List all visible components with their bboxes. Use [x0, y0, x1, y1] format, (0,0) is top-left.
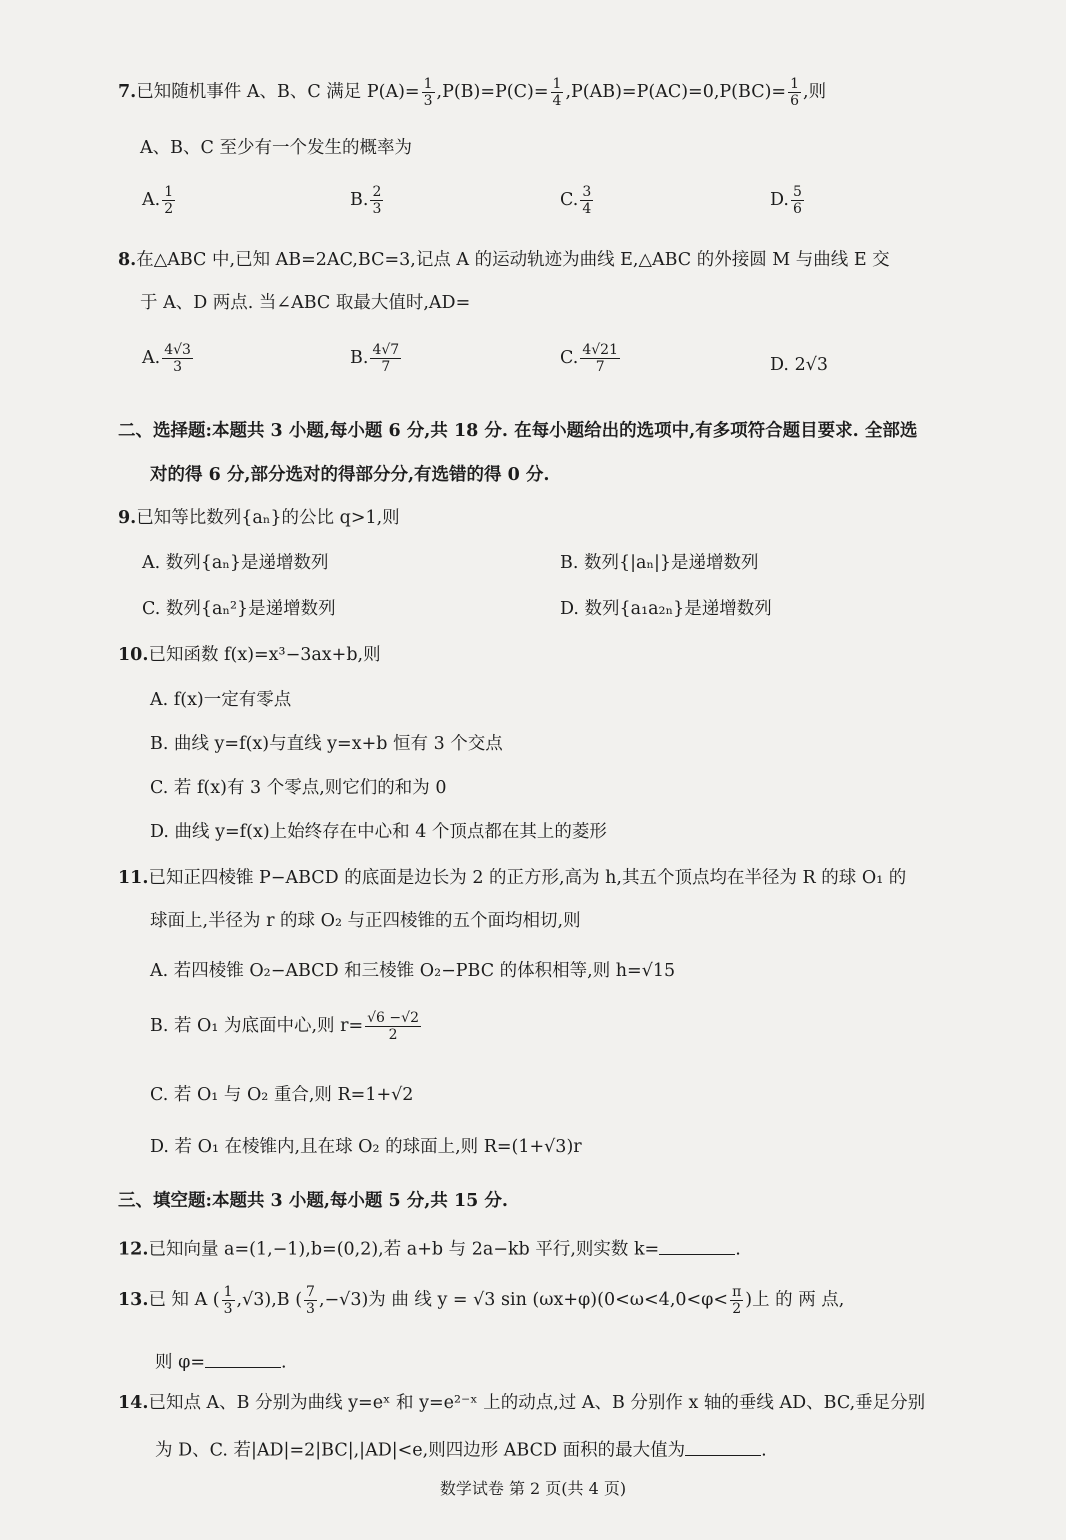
q11-text: 已知正四棱锥 P−ABCD 的底面是边长为 2 的正方形,高为 h,其五个顶点均在半径为 R 的球 O₁ 的 — [148, 868, 907, 888]
q7-frac2: $\frac{1}{4}$ — [552, 76, 562, 110]
q8-option-b: B. $\frac{4√7}{7}$ — [350, 342, 400, 376]
q13-answer-blank — [205, 1349, 281, 1368]
q7-line1 — [118, 76, 826, 109]
q10-option-b: B. 曲线 y=f(x)与直线 y=x+b 恒有 3 个交点 — [150, 734, 503, 754]
q11-option-b: B. 若 O₁ 为底面中心,则 r= $\frac{√6 -√2}{2}$ — [150, 1010, 419, 1044]
q12-number: 12. — [118, 1239, 149, 1260]
q13-line1: 13.已 知 A ( $\frac{1}{3}$ ,√3),B ( $\frac{7}{3}$ ,−√3)为 曲 线 y = √3 sin (ωx+φ)(0<ω<4,0<φ< $\frac{\pi}{2}$ )上 的 两 点, — [118, 1284, 845, 1318]
q8-option-d: D. 2√3 — [770, 355, 828, 375]
q7-option-a: A. $\frac{1}{2}$ — [142, 184, 174, 218]
q13-line2: 则 φ= . — [155, 1349, 287, 1374]
q7-option-d: D. $\frac{5}{6}$ — [770, 184, 802, 218]
q9-stem — [118, 508, 400, 529]
q7-line2: A、B、C 至少有一个发生的概率为 — [140, 138, 412, 158]
q7-option-b: B. $\frac{2}{3}$ — [350, 184, 382, 218]
q8-option-a: A. $\frac{4√3}{3}$ — [142, 342, 191, 376]
section3-heading: 三、填空题:本题共 3 小题,每小题 5 分,共 15 分. — [118, 1191, 508, 1211]
q13-number: 13. — [118, 1290, 149, 1311]
q10-number: 10. — [118, 645, 149, 665]
q14-text: 已知点 A、B 分别为曲线 y=eˣ 和 y=e²⁻ˣ 上的动点,过 A、B 分别作 x 轴的垂线 AD、BC,垂足分别 — [148, 1393, 926, 1413]
q12-text: 已知向量 a=(1,−1),b=(0,2),若 a+b 与 2a−kb 平行,则实数 k= — [148, 1239, 660, 1260]
q7-text-c: ,P(AB)=P(AC)=0,P(BC)= — [565, 82, 787, 103]
q8-option-c: C. $\frac{4√21}{7}$ — [560, 342, 618, 376]
q9-option-a: A. 数列{aₙ}是递增数列 — [142, 553, 329, 573]
q7-text-d: ,则 — [803, 82, 827, 103]
q9-text: 已知等比数列{aₙ}的公比 q>1,则 — [136, 508, 400, 528]
q14-answer-blank — [685, 1437, 761, 1456]
page-footer: 数学试卷 第 2 页(共 4 页) — [439, 1479, 627, 1498]
q14-line2: 为 D、C. 若|AD|=2|BC|,|AD|<e,则四边形 ABCD 面积的最大值为 . — [155, 1437, 767, 1462]
q11-line2: 球面上,半径为 r 的球 O₂ 与正四棱锥的五个面均相切,则 — [150, 911, 581, 931]
q7-text-b: ,P(B)=P(C)= — [436, 82, 549, 103]
section2-heading-line2: 对的得 6 分,部分选对的得部分分,有选错的得 0 分. — [150, 465, 550, 485]
q7-frac1: $\frac{1}{3}$ — [423, 76, 433, 110]
q8-text: 在△ABC 中,已知 AB=2AC,BC=3,记点 A 的运动轨迹为曲线 E,△ABC 的外接圆 M 与曲线 E 交 — [136, 250, 890, 270]
q14-line1 — [118, 1393, 925, 1414]
q7-frac3: $\frac{1}{6}$ — [790, 76, 799, 110]
q9-option-d: D. 数列{a₁a₂ₙ}是递增数列 — [560, 599, 772, 619]
q9-option-b: B. 数列{|aₙ|}是递增数列 — [560, 553, 759, 573]
q7-text-a: 已知随机事件 A、B、C 满足 P(A)= — [136, 82, 420, 103]
q9-option-c: C. 数列{aₙ²}是递增数列 — [142, 599, 336, 619]
q14-number: 14. — [118, 1393, 149, 1413]
q10-stem — [118, 645, 381, 666]
section2-heading-line1: 二、选择题:本题共 3 小题,每小题 6 分,共 18 分. 在每小题给出的选项中,有多项符合题目要求. 全部选 — [118, 421, 918, 441]
q12-answer-blank — [659, 1236, 735, 1255]
q8-number: 8. — [118, 250, 137, 270]
q11-option-c: C. 若 O₁ 与 O₂ 重合,则 R=1+√2 — [150, 1085, 414, 1105]
q7-number: 7. — [118, 82, 137, 103]
q10-option-c: C. 若 f(x)有 3 个零点,则它们的和为 0 — [150, 778, 447, 798]
q10-option-d: D. 曲线 y=f(x)上始终存在中心和 4 个顶点都在其上的菱形 — [150, 822, 607, 842]
q11-option-d: D. 若 O₁ 在棱锥内,且在球 O₂ 的球面上,则 R=(1+√3)r — [150, 1137, 582, 1157]
q9-number: 9. — [118, 508, 137, 528]
q11-number: 11. — [118, 868, 149, 888]
q10-text: 已知函数 f(x)=x³−3ax+b,则 — [148, 645, 381, 665]
q11-line1 — [118, 868, 906, 889]
q8-line1 — [118, 250, 890, 271]
q7-option-c: C. $\frac{3}{4}$ — [560, 184, 592, 218]
q10-option-a: A. f(x)一定有零点 — [150, 690, 292, 710]
q11-option-a: A. 若四棱锥 O₂−ABCD 和三棱锥 O₂−PBC 的体积相等,则 h=√15 — [150, 961, 676, 981]
q8-line2: 于 A、D 两点. 当∠ABC 取最大值时,AD= — [140, 293, 471, 313]
q12-line: 12.已知向量 a=(1,−1),b=(0,2),若 a+b 与 2a−kb 平行,则实数 k= . — [118, 1236, 741, 1261]
